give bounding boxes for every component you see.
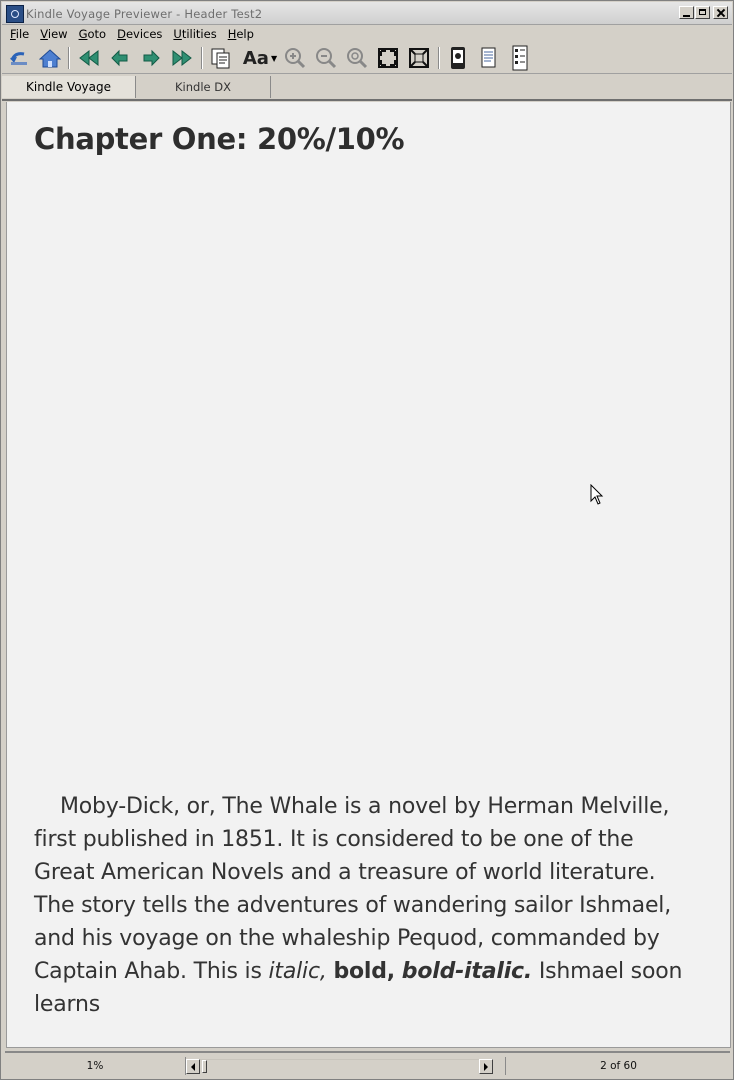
zoom-in-icon[interactable] bbox=[282, 46, 308, 70]
chapter-title: Chapter One: 20%/10% bbox=[34, 122, 405, 156]
minimize-button[interactable] bbox=[679, 6, 694, 19]
font-size-button[interactable] bbox=[240, 46, 280, 70]
document-properties-icon[interactable] bbox=[208, 46, 234, 70]
title-bar[interactable] bbox=[2, 2, 732, 25]
font-size-icon: Aa bbox=[242, 47, 269, 69]
page-indicator: 2 of 60 bbox=[505, 1057, 731, 1075]
status-bar bbox=[5, 1051, 730, 1078]
mouse-pointer-icon bbox=[590, 484, 604, 506]
menu-goto[interactable]: Goto bbox=[78, 27, 107, 41]
menu-bar bbox=[2, 25, 732, 43]
menu-help[interactable]: Help bbox=[227, 27, 254, 41]
menu-view[interactable]: View bbox=[40, 27, 68, 41]
tab-kindle-voyage[interactable]: Kindle Voyage bbox=[2, 76, 136, 98]
fullscreen-icon[interactable] bbox=[375, 46, 401, 70]
italic-text: italic, bbox=[268, 959, 327, 984]
menu-utilities[interactable]: Utilities bbox=[173, 27, 217, 41]
page-scrollbar[interactable] bbox=[186, 1059, 493, 1074]
close-button[interactable] bbox=[713, 6, 728, 19]
toolbar-separator bbox=[438, 47, 440, 69]
body-paragraph: Moby-Dick, or, The Whale is a novel by Herman Melville, first published in 1851. It is considered to be one of the Great American Novels and a treasure of world literature. The story tells the adventures of wandering sailor Ishmael, and his voyage on the whaleship Pequod, commanded by Captain Ahab. This is italic, bold, bold-italic. Ishmael soon learns bbox=[34, 794, 683, 1017]
page-view-icon[interactable] bbox=[476, 46, 502, 70]
menu-file[interactable]: File bbox=[10, 27, 30, 41]
zoom-out-icon[interactable] bbox=[313, 46, 339, 70]
toolbar bbox=[2, 43, 732, 74]
tab-kindle-dx[interactable]: Kindle DX bbox=[136, 76, 271, 98]
kindle-device-icon[interactable] bbox=[445, 46, 471, 70]
home-icon[interactable] bbox=[37, 46, 63, 70]
chevron-down-icon: ▼ bbox=[270, 53, 278, 63]
device-tabs bbox=[2, 75, 732, 101]
zoom-fit-icon[interactable] bbox=[344, 46, 370, 70]
window-controls bbox=[679, 6, 728, 19]
maximize-button[interactable] bbox=[695, 6, 710, 19]
scroll-right-button[interactable] bbox=[479, 1059, 493, 1074]
bold-italic-text: bold-italic. bbox=[401, 959, 533, 984]
scroll-track[interactable] bbox=[200, 1059, 479, 1075]
list-view-icon[interactable] bbox=[507, 46, 533, 70]
previous-page-icon[interactable] bbox=[107, 46, 133, 70]
window-title: Kindle Voyage Previewer - Header Test2 bbox=[26, 7, 263, 21]
bold-text: bold, bbox=[333, 959, 395, 984]
fit-page-icon[interactable] bbox=[406, 46, 432, 70]
first-page-icon[interactable] bbox=[76, 46, 102, 70]
reading-progress: 1% bbox=[5, 1057, 186, 1075]
open-book-icon[interactable] bbox=[6, 46, 32, 70]
toolbar-separator bbox=[68, 47, 70, 69]
book-page[interactable] bbox=[6, 102, 731, 1048]
menu-devices[interactable]: Devices bbox=[117, 27, 163, 41]
last-page-icon[interactable] bbox=[169, 46, 195, 70]
app-icon[interactable] bbox=[6, 5, 24, 23]
next-page-icon[interactable] bbox=[138, 46, 164, 70]
toolbar-separator bbox=[201, 47, 203, 69]
scroll-thumb[interactable] bbox=[202, 1060, 207, 1073]
scroll-left-button[interactable] bbox=[186, 1059, 200, 1074]
